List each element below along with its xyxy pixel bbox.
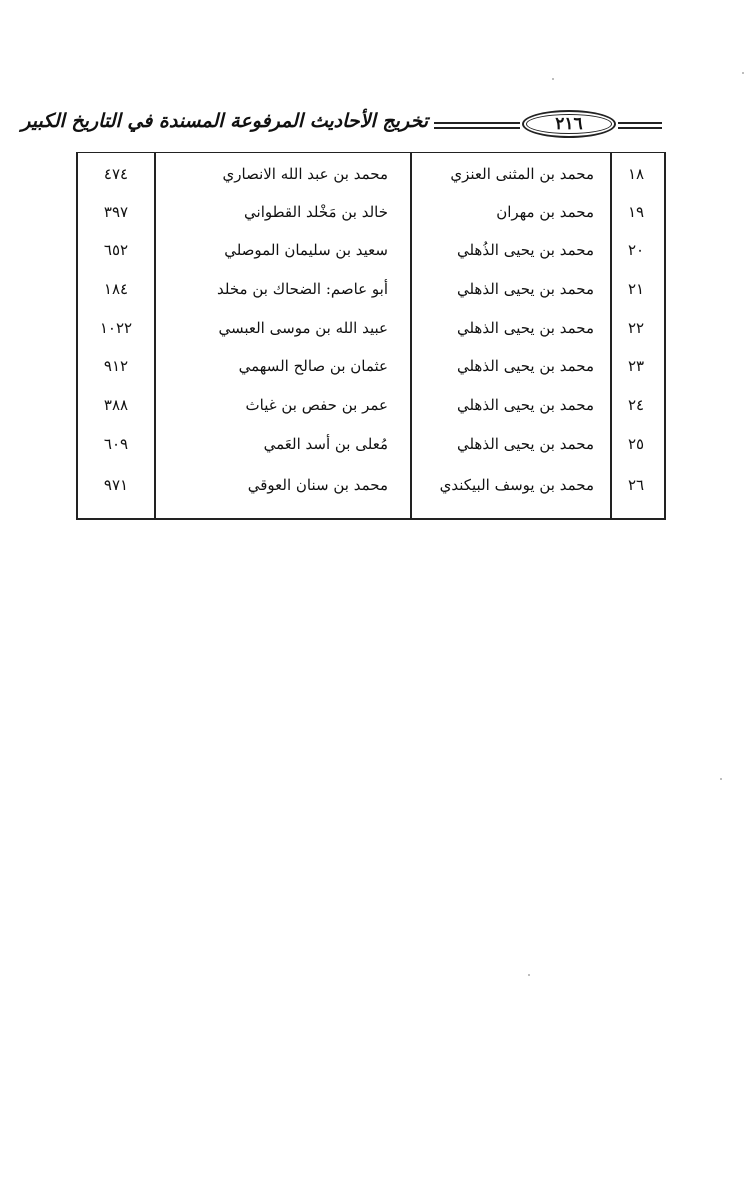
table-row <box>78 231 664 269</box>
sheikh-name: محمد بن يحيى الذهلي <box>456 280 594 298</box>
hadith-count: ١٠٢٢ <box>99 319 133 337</box>
hadith-count: ٦٠٩ <box>103 435 129 453</box>
row-number: ٢٦ <box>627 476 645 494</box>
hadith-count: ٣٩٧ <box>103 203 129 221</box>
sheikh-name: محمد بن يحيى الذهلي <box>456 435 594 453</box>
row-number: ٢٥ <box>627 435 645 453</box>
hadith-count: ٩٧١ <box>103 476 129 494</box>
row-number: ١٨ <box>627 165 645 183</box>
scan-speck <box>742 72 744 74</box>
page-number-badge: ٢١٦ <box>522 110 616 138</box>
page-header <box>21 108 670 144</box>
student-name: محمد بن عبد الله الانصاري <box>222 165 388 183</box>
row-number: ٢٢ <box>627 319 645 337</box>
table-row <box>78 347 664 385</box>
sheikh-name: محمد بن يحيى الذُهلي <box>456 241 594 259</box>
table-row <box>78 270 664 308</box>
scan-speck <box>720 778 722 780</box>
header-rule-left <box>434 122 520 129</box>
row-number: ٢٤ <box>627 396 645 414</box>
row-number: ٢١ <box>627 280 645 298</box>
row-number: ١٩ <box>627 203 645 221</box>
table-row <box>78 155 664 193</box>
student-name: محمد بن سنان العوقي <box>247 476 388 494</box>
hadith-count: ٦٥٢ <box>103 241 129 259</box>
student-name: أبو عاصم: الضحاك بن مخلد <box>217 280 388 298</box>
sheikh-name: محمد بن يحيى الذهلي <box>456 357 594 375</box>
student-name: مُعلى بن أسد العَمي <box>263 435 388 453</box>
sheikh-name: محمد بن يوسف البيكندي <box>439 476 594 494</box>
student-name: عبيد الله بن موسى العبسي <box>218 319 388 337</box>
hadith-count: ٣٨٨ <box>103 396 129 414</box>
student-name: خالد بن مَخْلد القطواني <box>244 203 388 221</box>
hadith-count: ٩١٢ <box>103 357 129 375</box>
table-row <box>78 425 664 463</box>
narrators-table <box>76 152 666 520</box>
student-name: عثمان بن صالح السهمي <box>238 357 388 375</box>
row-number: ٢٣ <box>627 357 645 375</box>
sheikh-name: محمد بن يحيى الذهلي <box>456 396 594 414</box>
scan-speck <box>528 974 530 976</box>
student-name: سعيد بن سليمان الموصلي <box>224 241 388 259</box>
table-row <box>78 466 664 504</box>
scan-speck <box>552 78 554 80</box>
hadith-count: ٤٧٤ <box>103 165 129 183</box>
header-rule-right <box>618 122 662 129</box>
table-row <box>78 309 664 347</box>
sheikh-name: محمد بن يحيى الذهلي <box>456 319 594 337</box>
row-number: ٢٠ <box>627 241 645 259</box>
student-name: عمر بن حفص بن غياث <box>245 396 388 414</box>
sheikh-name: محمد بن المثنى العنزي <box>450 165 594 183</box>
hadith-count: ١٨٤ <box>103 280 129 298</box>
table-row <box>78 193 664 231</box>
sheikh-name: محمد بن مهران <box>496 203 594 221</box>
book-title: تخريج الأحاديث المرفوعة المسندة في التاريخ الكبير <box>21 110 428 132</box>
table-row <box>78 386 664 424</box>
